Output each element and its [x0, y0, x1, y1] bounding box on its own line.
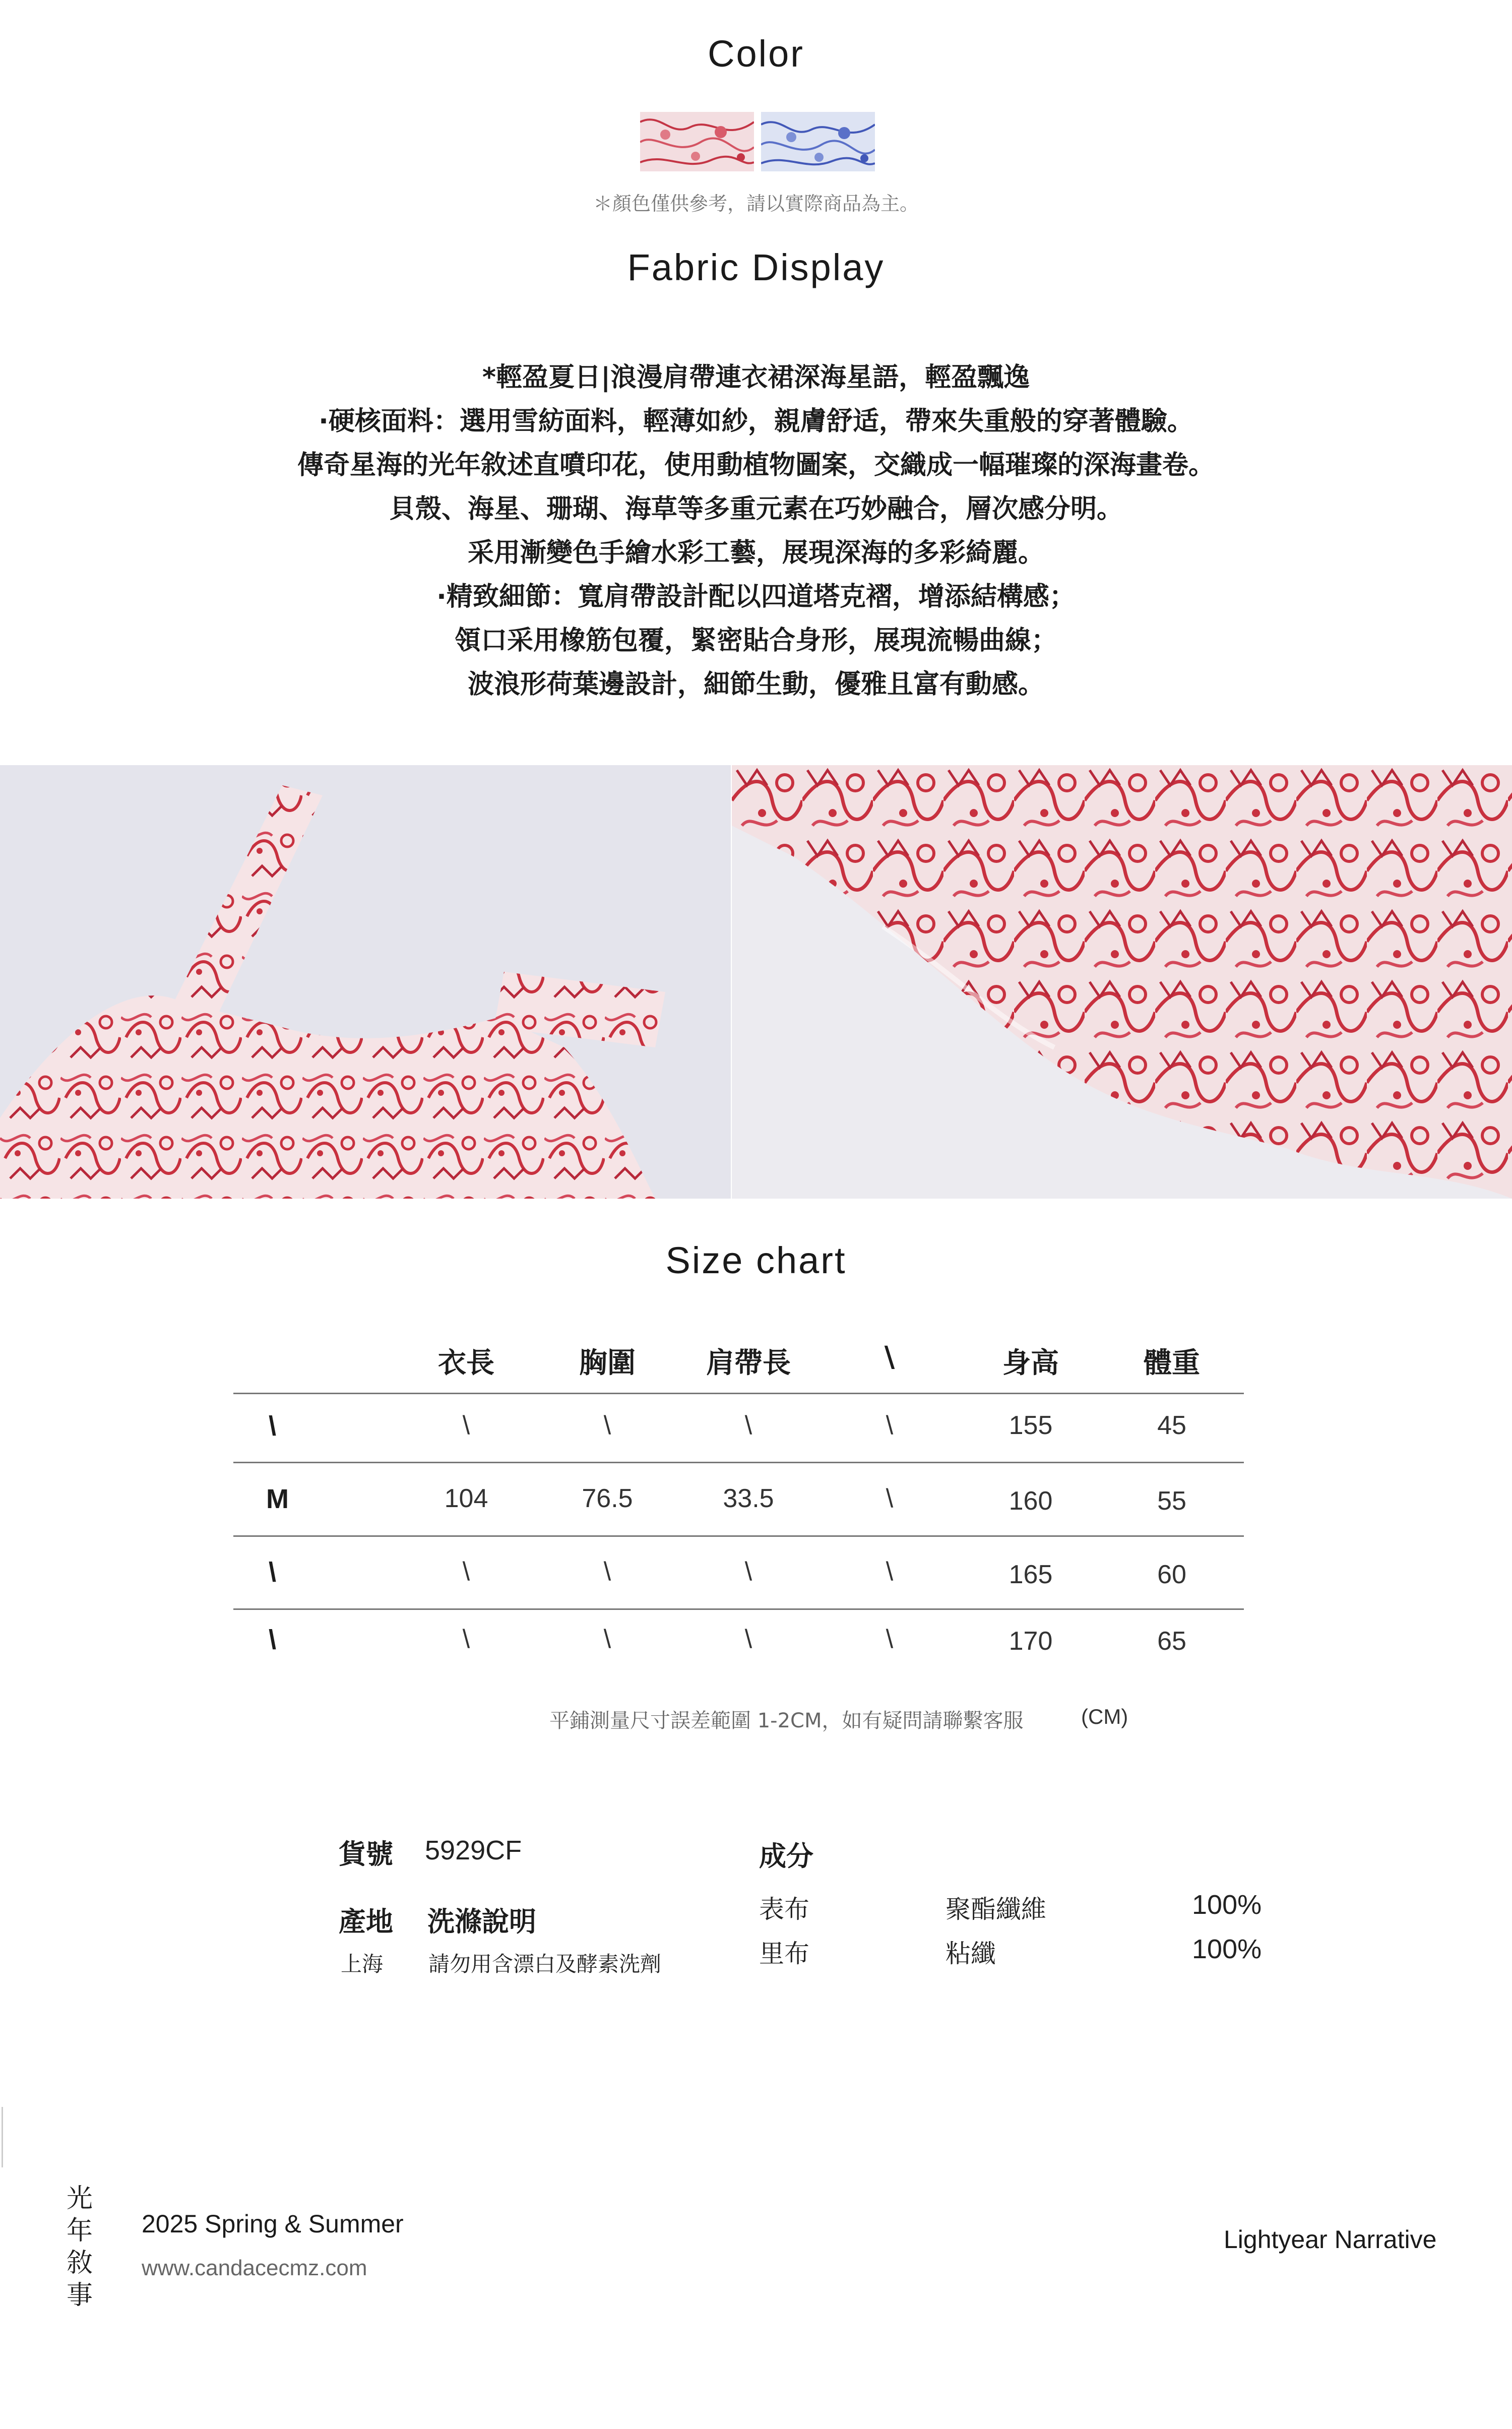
- header-weight: 體重: [1144, 1347, 1200, 1380]
- brand-char: 光: [66, 2184, 93, 2214]
- red-swatch-pattern: [640, 112, 754, 171]
- strap-detail-photo: [0, 765, 731, 1199]
- table-cell: 55: [1157, 1486, 1186, 1516]
- desc-line: 貝殼、海星、珊瑚、海草等多重元素在巧妙融合，層次感分明。: [389, 494, 1123, 524]
- size-label: \: [269, 1411, 277, 1441]
- table-cell: 60: [1157, 1560, 1186, 1589]
- table-cell: 65: [1157, 1627, 1186, 1656]
- composition-percent: 100%: [1192, 1934, 1262, 1964]
- color-disclaimer: ＊顏色僅供參考，請以實際商品為主。: [593, 193, 919, 215]
- desc-line: 采用漸變色手繪水彩工藝，展現深海的多彩綺麗。: [467, 538, 1044, 568]
- size-label: \: [269, 1625, 277, 1655]
- red-swatch[interactable]: [640, 112, 754, 171]
- composition-material: 粘纖: [946, 1939, 996, 1968]
- table-cell: 76.5: [582, 1484, 633, 1513]
- desc-line: 傳奇星海的光年敘述直噴印花，使用動植物圖案，交織成一幅璀璨的深海畫卷。: [297, 450, 1215, 480]
- table-cell: 104: [444, 1484, 488, 1513]
- color-title: Color: [708, 33, 804, 75]
- brand-english: Lightyear Narrative: [1224, 2225, 1437, 2254]
- footer-accent-line: [2, 2107, 3, 2167]
- ruffle-detail-photo: [732, 765, 1512, 1199]
- table-cell: \: [886, 1557, 894, 1586]
- composition-label: 成分: [759, 1840, 813, 1872]
- desc-line: *輕盈夏日|浪漫肩帶連衣裙深海星語，輕盈飄逸: [482, 362, 1030, 393]
- item-no-label: 貨號: [339, 1838, 393, 1870]
- item-no-value: 5929CF: [425, 1835, 522, 1865]
- header-backslash: \: [884, 1341, 895, 1374]
- website-link[interactable]: www.candacecmz.com: [142, 2256, 367, 2280]
- table-cell: \: [462, 1625, 470, 1654]
- desc-line: ·硬核面料：選用雪紡面料，輕薄如紗，親膚舒适，帶來失重般的穿著體驗。: [319, 406, 1193, 437]
- table-cell: 45: [1157, 1411, 1186, 1440]
- brand-char: 敘: [66, 2248, 93, 2278]
- measurement-note: 平鋪測量尺寸誤差範圍 1-2CM，如有疑問請聯繫客服: [549, 1709, 1024, 1732]
- table-cell: 155: [1009, 1411, 1053, 1440]
- header-length: 衣長: [438, 1347, 494, 1380]
- size-chart-title: Size chart: [665, 1239, 847, 1281]
- desc-line: 波浪形荷葉邊設計，細節生動，優雅且富有動感。: [467, 669, 1044, 700]
- composition-material: 聚酯纖維: [946, 1895, 1046, 1924]
- header-strap: 肩帶長: [706, 1347, 791, 1380]
- table-divider: [233, 1462, 1244, 1463]
- care-value: 請勿用含漂白及酵素洗劑: [428, 1952, 662, 1976]
- table-cell: \: [603, 1625, 611, 1654]
- fabric-title: Fabric Display: [627, 246, 885, 288]
- composition-part: 里布: [759, 1939, 809, 1968]
- table-cell: \: [886, 1411, 894, 1440]
- table-divider: [233, 1608, 1244, 1610]
- table-cell: \: [603, 1411, 611, 1440]
- table-cell: \: [744, 1411, 752, 1440]
- brand-vertical: [65, 2183, 95, 2312]
- size-label: M: [266, 1484, 289, 1514]
- season-label: 2025 Spring & Summer: [142, 2210, 404, 2238]
- brand-char: 事: [66, 2280, 93, 2311]
- brand-char: 年: [66, 2216, 93, 2246]
- composition-part: 表布: [759, 1895, 809, 1924]
- table-cell: \: [462, 1411, 470, 1440]
- table-cell: \: [462, 1557, 470, 1586]
- header-height: 身高: [1002, 1347, 1059, 1380]
- origin-label: 產地: [339, 1906, 393, 1938]
- desc-line: 領口采用橡筋包覆，緊密貼合身形，展現流暢曲線；: [454, 626, 1057, 656]
- table-cell: 33.5: [723, 1484, 774, 1513]
- blue-swatch-pattern: [761, 112, 875, 171]
- unit-label: (CM): [1081, 1705, 1128, 1728]
- table-cell: 160: [1009, 1486, 1053, 1516]
- composition-percent: 100%: [1192, 1890, 1262, 1920]
- table-cell: 170: [1009, 1627, 1053, 1656]
- table-cell: \: [744, 1557, 752, 1586]
- table-divider: [233, 1535, 1244, 1537]
- table-cell: 165: [1009, 1560, 1053, 1589]
- header-chest: 胸圍: [579, 1347, 636, 1380]
- care-label: 洗滌說明: [427, 1906, 536, 1938]
- table-cell: \: [886, 1625, 894, 1654]
- table-divider: [233, 1393, 1244, 1394]
- origin-value: 上海: [341, 1952, 384, 1976]
- table-cell: \: [603, 1557, 611, 1586]
- fabric-description: [0, 356, 1512, 707]
- table-cell: \: [886, 1484, 894, 1513]
- blue-swatch[interactable]: [761, 112, 875, 171]
- desc-line: ·精致細節：寬肩帶設計配以四道塔克褶，增添結構感；: [436, 582, 1076, 612]
- table-cell: \: [744, 1625, 752, 1654]
- size-label: \: [269, 1557, 277, 1587]
